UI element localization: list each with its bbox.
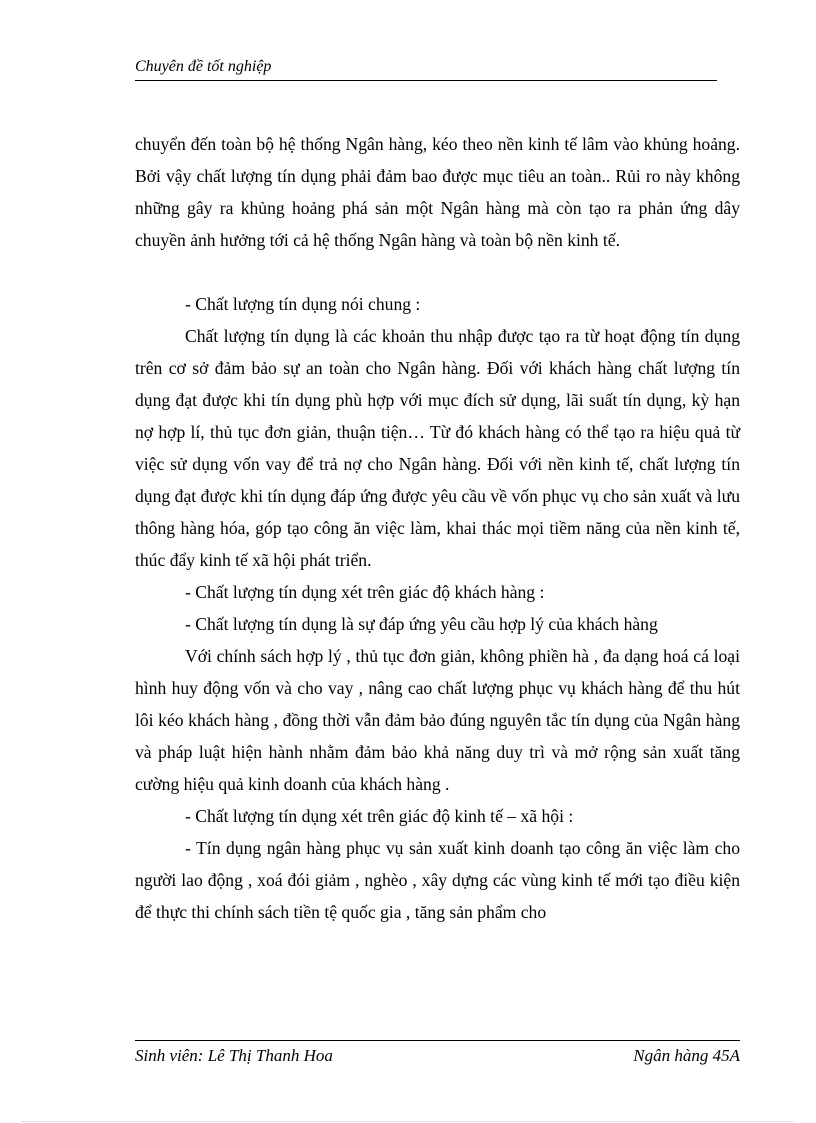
paragraph-bank-credit: - Tín dụng ngân hàng phục vụ sản xuất kinh doanh tạo công ăn việc làm cho người lao động , xoá đói giảm , nghèo , xây dựng các vùng kinh tế mới tạo điều kiện để thực thi chính sách tiền tệ quốc gia , tăng sản phẩm cho [135,838,740,922]
bullet-quality-general: - Chất lượng tín dụng nói chung : [185,294,421,314]
paragraph-gap [135,256,740,288]
bullet-quality-response: - Chất lượng tín dụng là sự đáp ứng yêu cầu hợp lý của khách hàng [185,614,658,634]
document-body [135,128,740,928]
footer-class: Ngân hàng 45A [633,1046,740,1065]
paragraph-intro: chuyển đến toàn bộ hệ thống Ngân hàng, kéo theo nền kinh tế lâm vào khủng hoảng. Bởi vậy chất lượng tín dụng phải đảm bao được mục tiêu an toàn.. Rủi ro này không những gây ra khủng hoảng phá sản một Ngân hàng mà còn tạo ra phản ứng dây chuyền ảnh hưởng tới cả hệ thống Ngân hàng và toàn bộ nền kinh tế. [135,134,740,250]
paragraph-quality-general: Chất lượng tín dụng là các khoản thu nhập được tạo ra từ hoạt động tín dụng trên cơ sở đảm bảo sự an toàn cho Ngân hàng. Đối với khách hàng chất lượng tín dụng đạt được khi tín dụng phù hợp với mục đích sử dụng, lãi suất tín dụng, kỳ hạn nợ hợp lí, thủ tục đơn giản, thuận tiện… Từ đó khách hàng có thể tạo ra hiệu quả từ việc sử dụng vốn vay để trả nợ cho Ngân hàng. Đối với nền kinh tế, chất lượng tín dụng đạt được khi tín dụng đáp ứng được yêu cầu về vốn phục vụ cho sản xuất và lưu thông hàng hóa, góp tạo công ăn việc làm, khai thác mọi tiềm năng của nền kinh tế, thúc đẩy kinh tế xã hội phát triển. [135,326,740,570]
bullet-quality-customer: - Chất lượng tín dụng xét trên giác độ khách hàng : [185,582,545,602]
header-title: Chuyên đề tốt nghiệp [135,58,272,75]
page-bottom-divider [22,1121,794,1122]
page-header [135,56,717,81]
paragraph-policy: Với chính sách hợp lý , thủ tục đơn giản, không phiền hà , đa dạng hoá cá loại hình huy động vốn và cho vay , nâng cao chất lượng phục vụ khách hàng để thu hút lôi kéo khách hàng , đồng thời vẫn đảm bảo đúng nguyên tắc tín dụng của Ngân hàng và pháp luật hiện hành nhằm đảm bảo khả năng duy trì và mở rộng sản xuất tăng cường hiệu quả kinh doanh của khách hàng . [135,646,740,794]
page-footer [135,1040,740,1067]
bullet-quality-economy: - Chất lượng tín dụng xét trên giác độ kinh tế – xã hội : [185,806,574,826]
footer-student: Sinh viên: Lê Thị Thanh Hoa [135,1046,333,1065]
